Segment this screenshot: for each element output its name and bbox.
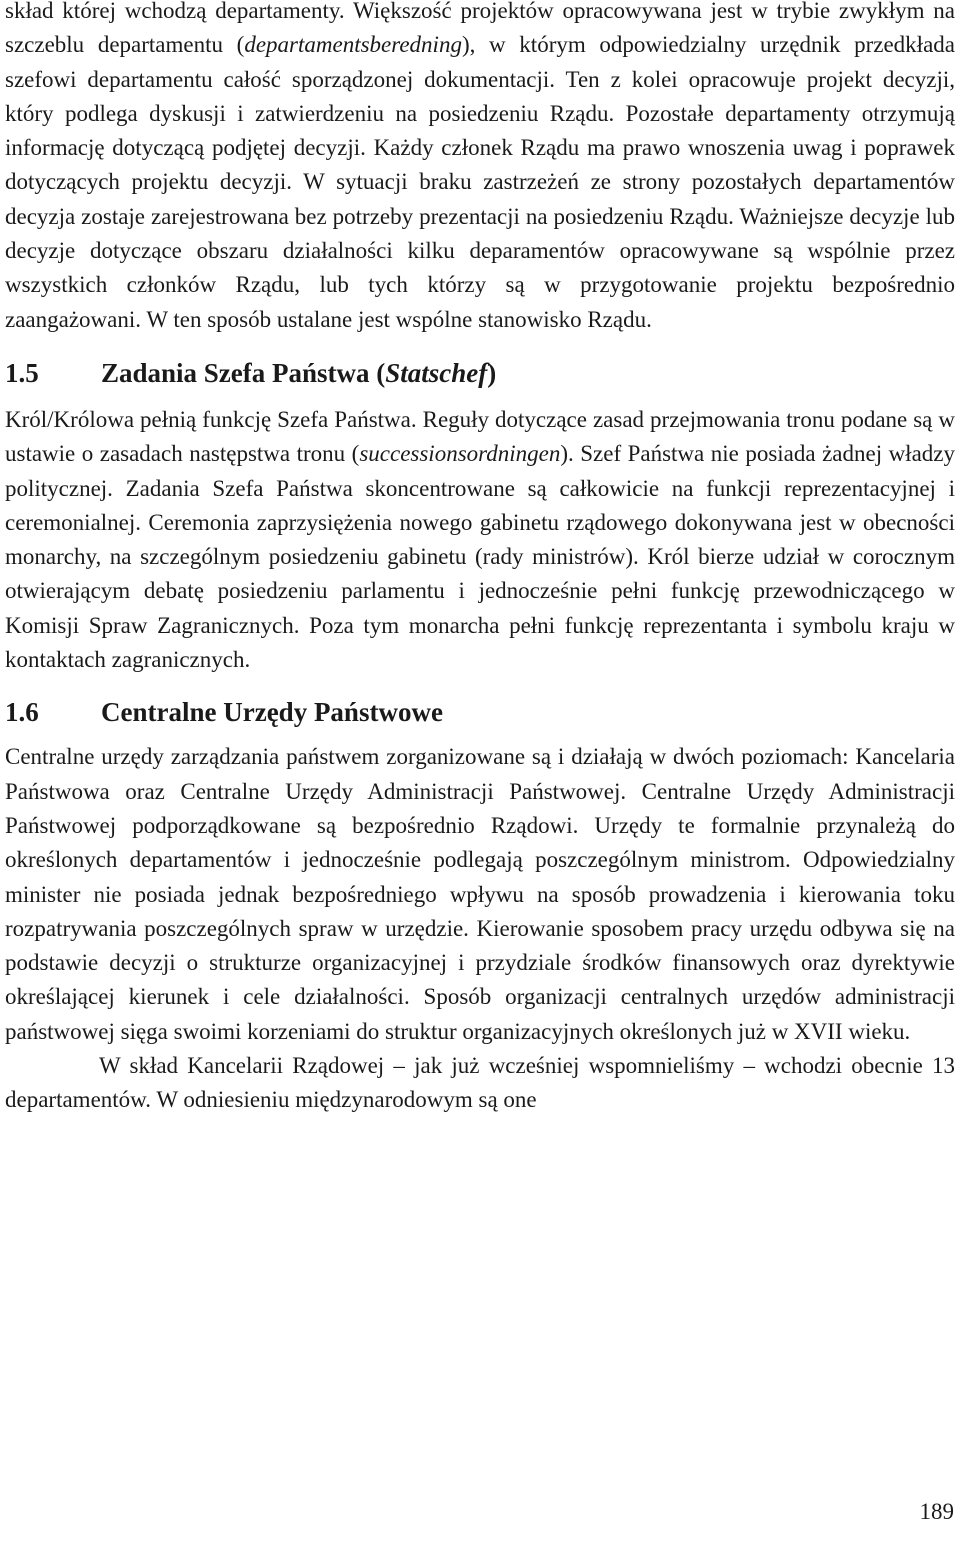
italic-term: Statschef [385, 357, 488, 388]
section-title: Zadania Szefa Państwa (Statschef) [101, 357, 497, 388]
body-paragraph: Centralne urzędy zarządzania państwem zorganizowane są i działają w dwóch poziomach: Kancelaria Państwowa oraz Centralne Urzędy Administracji Państwowej. Centralne Urzędy Administracji Państwowej podporządkowane są bezpośrednio Rządowi. Urzędy te formalnie przynależą do określonych departamentów i jednocześnie podlegają poszczególnym ministrom. Odpowiedzialny minister nie posiada jednak bezpośredniego wpływu na sposób prowadzenia i kierowania toku rozpatrywania poszczególnych spraw w urzędzie. Kierowanie sposobem pracy urzędu odbywa się na podstawie decyzji o strukturze organizacyjnej i przydziale środków finansowych oraz dyrektywie określającej kierunek i cele działalności. Sposób organizacji centralnych urzędów administracji państwowej sięga swoimi korzeniami do struktur organizacyjnych określonych już w XVII wieku. [5, 744, 955, 1044]
italic-term: departamentsberedning [244, 32, 462, 58]
section-number: 1.5 [5, 357, 39, 388]
body-paragraph: W skład Kancelarii Rządowej – jak już wcześniej wspomnieliśmy – wchodzi obecnie 13 departamentów. W odniesieniu międzynarodowym są one [5, 1053, 955, 1113]
body-paragraph: Król/Królowa pełnią funkcję Szefa Państwa. Reguły dotyczące zasad przejmowania tronu podane są w ustawie o zasadach następstwa tronu (successionsordningen). Szef Państwa nie posiada żadnej władzy politycznej. Zadania Szefa Państwa skoncentrowane są całkowicie na funkcji reprezentacyjnej i ceremonialnej. Ceremonia zaprzysiężenia nowego gabinetu rządowego dokonywana jest w obecności monarchy, na szczególnym posiedzeniu gabinetu (rady ministrów). Król bierze udział w corocznym otwierającym debatę posiedzeniu parlamentu i jednocześnie pełni funkcję przewodniczącego w Komisji Spraw Zagranicznych. Poza tym monarcha pełni funkcję reprezentanta i symbolu kraju w kontaktach zagranicznych. [5, 406, 955, 673]
italic-term: successionsordningen [359, 441, 561, 467]
body-paragraph: skład której wchodzą departamenty. Większość projektów opracowywana jest w trybie zwykłym na szczeblu departamentu (departamentsberedning), w którym odpowiedzialny urzędnik przedkłada szefowi departamentu całość sporządzonej dokumentacji. Ten z kolei opracowuje projekt decyzji, który podlega dyskusji i zatwierdzeniu na posiedzeniu Rządu. Pozostałe departamenty otrzymują informację dotyczącą podjętej decyzji. Każdy członek Rządu ma prawo wnoszenia uwag i poprawek dotyczących projektu decyzji. W sytuacji braku zastrzeżeń ze strony pozostałych departamentów decyzja zostaje zarejestrowana bez potrzeby prezentacji na posiedzeniu Rządu. Ważniejsze decyzje lub decyzje dotyczące obszaru działalności kilku deparamentów opracowywane są wspólnie przez wszystkich członków Rządu, lub tych którzy są w przygotowanie projektu bezpośrednio zaangażowani. W ten sposób ustalane jest wspólne stanowisko Rządu. [5, 0, 955, 332]
page-number: 189 [919, 1499, 954, 1524]
section-heading [5, 356, 955, 390]
section-heading [5, 695, 955, 729]
document-page [5, 0, 955, 1118]
section-title: Centralne Urzędy Państwowe [101, 697, 443, 728]
section-number: 1.6 [5, 697, 39, 728]
